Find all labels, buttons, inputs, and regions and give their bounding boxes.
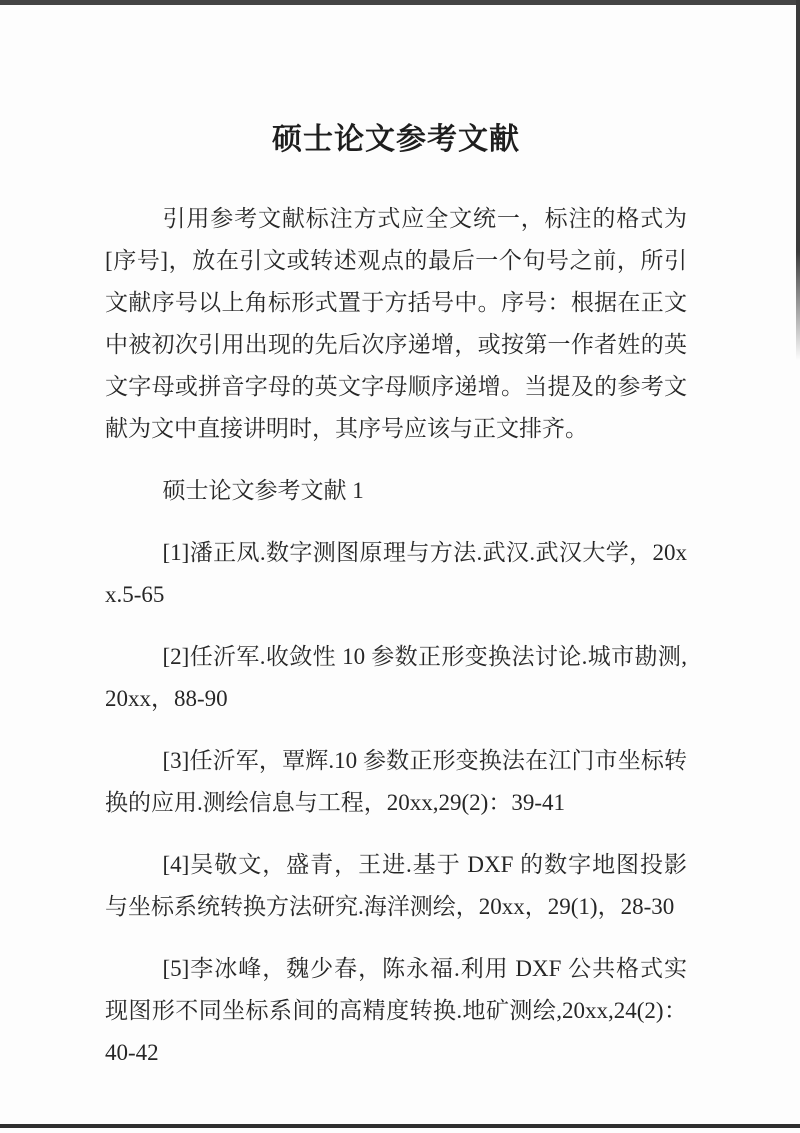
reference-entry-4: [4]吴敬文，盛青，王进.基于 DXF 的数字地图投影与坐标系统转换方法研究.海洋测绘，20xx，29(1)，28-30: [105, 852, 687, 919]
scan-edge-right: [796, 0, 800, 360]
scan-edge-bottom: [0, 1124, 800, 1128]
scan-edge-top: [0, 0, 800, 5]
document-title: 硕士论文参考文献: [272, 123, 520, 156]
reference-entry-3: [3]任沂军，覃辉.10 参数正形变换法在江门市坐标转换的应用.测绘信息与工程，20xx,29(2)：39-41: [105, 748, 687, 815]
intro-paragraph: 引用参考文献标注方式应全文统一，标注的格式为[序号]，放在引文或转述观点的最后一个句号之前，所引文献序号以上角标形式置于方括号中。序号：根据在正文中被初次引用出现的先后次序递增，或按第一作者姓的英文字母或拼音字母的英文字母顺序递增。当提及的参考文献为文中直接讲明时，其序号应该与正文排齐。: [105, 206, 687, 441]
section-heading: 硕士论文参考文献 1: [162, 478, 364, 503]
reference-entry-2: [2]任沂军.收敛性 10 参数正形变换法讨论.城市勘测,20xx，88-90: [105, 644, 687, 711]
document-content: [105, 118, 687, 1074]
reference-entry-1: [1]潘正凤.数字测图原理与方法.武汉.武汉大学，20xx.5-65: [105, 540, 687, 607]
reference-entry-5: [5]李冰峰，魏少春，陈永福.利用 DXF 公共格式实现图形不同坐标系间的高精度转换.地矿测绘,20xx,24(2)：40-42: [105, 956, 687, 1065]
